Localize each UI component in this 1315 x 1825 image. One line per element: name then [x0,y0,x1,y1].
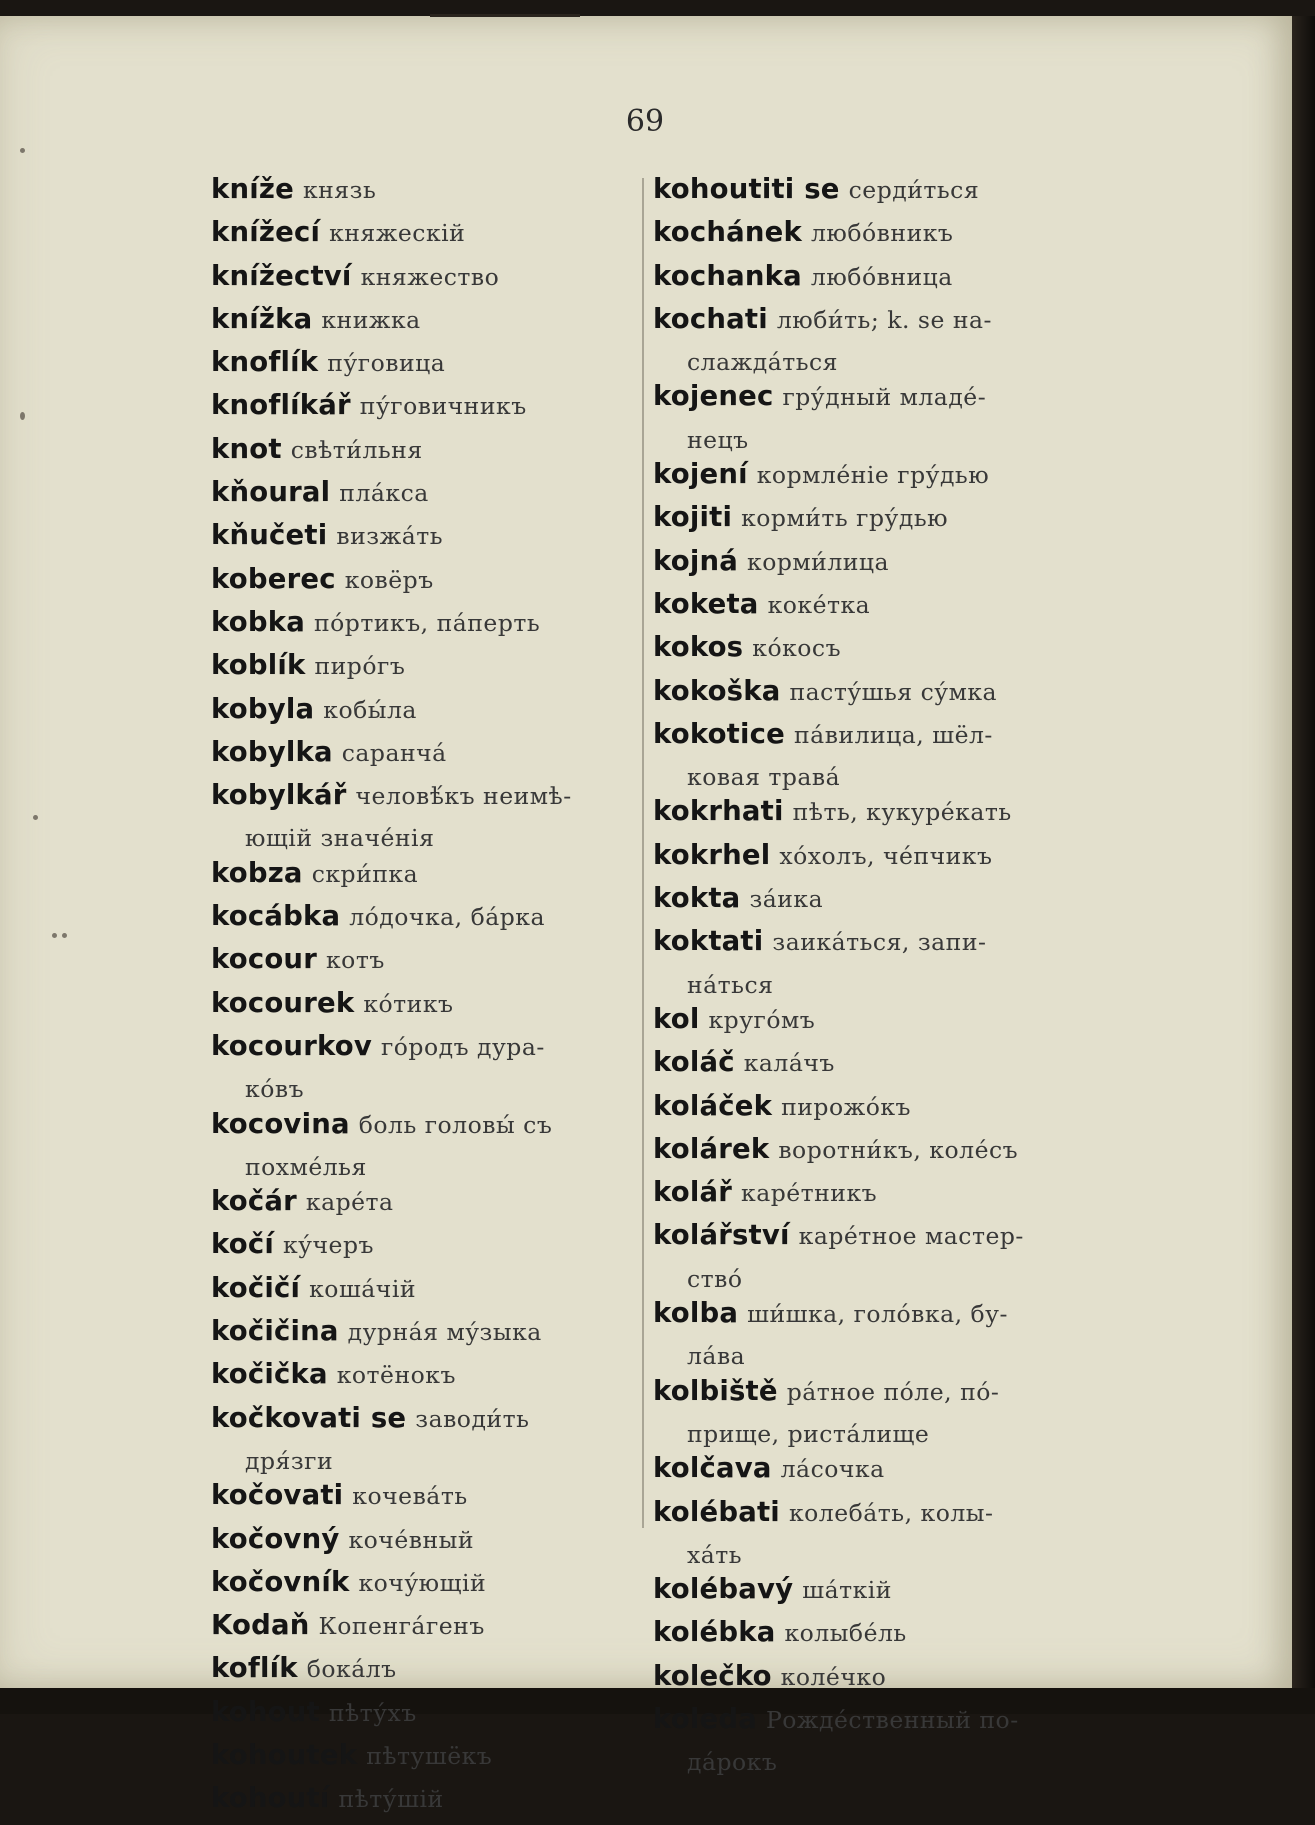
translation-continuation: на́ться [687,970,774,999]
dictionary-entry [653,379,1073,457]
translation-continuation: ха́ть [687,1540,743,1569]
headword: kolébka [653,1616,776,1649]
translation: человѣ́къ неимѣ- [355,782,572,811]
headword: kojiti [653,501,733,534]
headword: koketa [653,587,759,620]
translation: боль головы́ съ [358,1110,553,1139]
translation: коче́вный [348,1525,475,1554]
dictionary-entry [211,778,636,856]
headword: kojení [653,458,748,491]
translation: бока́лъ [306,1655,397,1684]
headword: kobylka [211,735,333,768]
right-column [653,172,1073,1780]
headword: kohoutek [211,1738,358,1771]
headword: kohout [211,1695,320,1728]
translation: Рожде́ственный по- [765,1705,1019,1734]
dictionary-entry [211,1651,636,1694]
translation: за́ика [749,885,824,914]
headword: kňučeti [211,519,328,552]
translation: пѣту́хъ [328,1698,417,1727]
headword: kočovati [211,1479,344,1512]
translation: котъ [325,946,385,975]
speck [62,933,67,938]
headword: koberec [211,562,336,595]
dictionary-entry [211,1029,636,1107]
headword: koláč [653,1046,735,1079]
translation: кочева́ть [352,1482,468,1511]
translation: кормле́ніе гру́дью [756,461,990,490]
speck [20,412,25,420]
dictionary-entry [653,630,1073,673]
headword: kokoška [653,674,781,707]
headword: kocourek [211,986,355,1019]
translation: котёнокъ [336,1361,456,1390]
translation: ла́сочка [780,1455,885,1484]
dictionary-entry [653,1495,1073,1573]
translation: ло́дочка, ба́рка [349,903,546,932]
translation: любо́вница [810,262,953,291]
dictionary-entry [211,302,636,345]
translation: пѣтушёкъ [366,1741,493,1770]
headword: kol [653,1002,700,1035]
dictionary-entry [211,388,636,431]
headword: kobylkář [211,779,347,812]
headword: kolba [653,1297,739,1330]
top-binding-mark [430,14,580,17]
translation: круго́мъ [708,1005,816,1034]
headword: kočovník [211,1565,350,1598]
dictionary-entry [653,1218,1073,1296]
dictionary-entry [653,302,1073,380]
dictionary-entry [211,172,636,215]
dictionary-entry [211,648,636,691]
translation: Копенга́генъ [318,1612,485,1641]
dictionary-entry [653,172,1073,215]
dictionary-entry [653,838,1073,881]
translation: пу́говица [327,349,446,378]
headword: kočovný [211,1522,340,1555]
translation-continuation: ство́ [687,1264,743,1293]
speck [52,933,57,938]
headword: kocourkov [211,1029,372,1062]
headword: kobka [211,605,305,638]
headword: kojenec [653,380,774,413]
dictionary-entry [653,215,1073,258]
dictionary-entry [211,1314,636,1357]
translation: по́ртикъ, па́перть [313,608,541,637]
dictionary-entry [653,674,1073,717]
dictionary-entry [653,1045,1073,1088]
headword: knot [211,432,282,465]
translation: ку́черъ [282,1231,374,1260]
translation: пѣту́шій [338,1785,444,1814]
headword: kobza [211,856,303,889]
dictionary-entry [653,1002,1073,1045]
headword: kohoutiti se [653,173,840,205]
left-column [211,172,636,1825]
translation: ра́тное по́ле, по́- [786,1377,1000,1406]
headword: kocovina [211,1107,350,1140]
headword: koláček [653,1089,773,1122]
translation: каре́тникъ [741,1179,878,1208]
translation-continuation: нецъ [687,425,749,454]
translation: го́родъ дура- [380,1032,545,1061]
translation: ши́шка, голо́вка, бу- [747,1300,1008,1329]
dictionary-entry [653,500,1073,543]
translation: пѣть, кукуре́кать [792,798,1012,827]
translation: скри́пка [311,859,419,888]
translation: ко́тикъ [363,989,454,1018]
dictionary-entry [653,1451,1073,1494]
translation: ковёръ [344,565,434,594]
headword: kolébavý [653,1573,794,1606]
translation: пиро́гъ [314,652,406,681]
translation: заводи́ть [415,1404,530,1433]
dictionary-entry [653,717,1073,795]
dictionary-entry [211,562,636,605]
headword: kochánek [653,216,802,249]
translation: князь [302,176,377,204]
translation: заика́ться, запи- [772,928,987,957]
translation: кобы́ла [323,695,417,724]
headword: kočkovati se [211,1401,407,1434]
translation: коке́тка [767,590,871,619]
speck [20,148,25,153]
translation: ко́косъ [752,634,842,663]
translation-continuation: ющій значе́нія [245,824,435,853]
dictionary-entry [653,1572,1073,1615]
translation: колеба́ть, колы- [788,1498,994,1527]
headword: knoflíkář [211,389,351,422]
translation: дурна́я му́зыка [347,1318,542,1347]
headword: kočár [211,1185,297,1218]
headword: koleda [653,1702,757,1735]
dictionary-entry [211,1565,636,1608]
translation: кочу́ющій [358,1568,487,1597]
translation: пу́говичникъ [359,392,527,421]
dictionary-entry [211,899,636,942]
dictionary-entry [211,1184,636,1227]
dictionary-entry [211,1608,636,1651]
dictionary-entry [211,856,636,899]
headword: kokrhati [653,795,784,828]
headword: koblík [211,649,306,682]
translation: пла́кса [339,479,429,508]
headword: kokrhel [653,838,771,871]
translation-continuation: дря́зги [245,1446,334,1475]
dictionary-entry [653,1659,1073,1702]
headword: kočí [211,1228,274,1261]
dictionary-entry [211,259,636,302]
dictionary-entry [653,924,1073,1002]
dictionary-entry [211,692,636,735]
dictionary-entry [653,881,1073,924]
speck [33,815,38,820]
headword: kolečko [653,1659,772,1692]
dictionary-entry [653,1089,1073,1132]
translation: свѣти́льня [290,435,423,464]
headword: kochanka [653,259,802,292]
translation-continuation: прище, риста́лище [687,1419,930,1448]
headword: kohoutí [211,1782,330,1815]
headword: Kodaň [211,1609,310,1642]
headword: knížecí [211,216,321,249]
headword: kolárek [653,1132,770,1165]
translation: хо́холъ, че́пчикъ [779,841,993,870]
translation: книжка [321,305,421,334]
column-divider [642,178,644,1528]
translation-continuation: слажда́ться [687,348,838,377]
translation: пирожо́къ [781,1092,912,1121]
headword: kolbiště [653,1374,778,1407]
headword: koflík [211,1652,298,1685]
headword: knížectví [211,259,352,292]
translation: коша́чій [309,1274,417,1303]
translation: корми́лица [747,547,890,576]
headword: kočička [211,1358,328,1391]
dictionary-entry [211,1357,636,1400]
translation: па́вилица, шёл- [794,720,993,749]
headword: kokta [653,882,741,915]
dictionary-entry [211,518,636,561]
dictionary-entry [211,345,636,388]
dictionary-entry [653,1374,1073,1452]
dictionary-entry [211,942,636,985]
headword: koktati [653,925,764,958]
dictionary-entry [653,259,1073,302]
translation-continuation: ко́въ [245,1075,305,1104]
dictionary-entry [211,1738,636,1781]
dictionary-entry [211,1781,636,1824]
translation: корми́ть гру́дью [741,504,949,533]
headword: kobyla [211,692,315,725]
headword: kňoural [211,476,331,509]
dictionary-entry [211,215,636,258]
headword: knížka [211,302,313,335]
headword: kolébati [653,1495,780,1528]
translation: княжескій [329,219,466,248]
translation: кала́чъ [743,1049,835,1078]
translation-continuation: ковая трава́ [687,763,841,792]
translation: каре́тное мастер- [798,1222,1024,1251]
dictionary-entry [211,1522,636,1565]
dictionary-entry [211,475,636,518]
dictionary-entry [653,544,1073,587]
headword: kocábka [211,900,341,933]
headword: kníže [211,173,294,205]
dictionary-entry [211,1695,636,1738]
dictionary-entry [653,1175,1073,1218]
translation-continuation: да́рокъ [687,1748,778,1777]
dictionary-entry [211,735,636,778]
page-number: 69 [625,104,665,139]
translation: люби́ть; k. se на- [776,305,992,334]
translation: ша́ткій [802,1576,892,1605]
headword: kojná [653,544,739,577]
translation-continuation: ла́ва [687,1342,746,1371]
translation: пасту́шья су́мка [789,677,998,706]
translation: колыбе́ль [784,1619,907,1648]
headword: kokos [653,631,744,664]
dictionary-entry [653,794,1073,837]
dictionary-entry [653,587,1073,630]
translation: любо́вникъ [811,219,954,248]
dictionary-entry [211,1401,636,1479]
headword: kočičina [211,1315,339,1348]
headword: kochati [653,302,768,335]
dictionary-entry [653,1615,1073,1658]
translation: саранча́ [341,738,447,767]
headword: kolčava [653,1452,772,1485]
headword: kokotice [653,717,786,750]
dictionary-entry [653,1132,1073,1175]
dictionary-entry [211,1271,636,1314]
headword: knoflík [211,346,319,379]
translation: воротни́къ, коле́съ [778,1135,1019,1164]
translation: серди́ться [848,176,980,204]
dictionary-entry [211,1478,636,1521]
dictionary-entry [211,986,636,1029]
dictionary-page [0,16,1292,1688]
translation: каре́та [305,1188,394,1217]
headword: kolář [653,1176,732,1209]
translation: коле́чко [780,1662,887,1691]
headword: kocour [211,943,317,976]
translation-continuation: похме́лья [245,1152,367,1181]
dictionary-entry [653,1296,1073,1374]
translation: княжество [360,262,500,291]
dictionary-entry [211,1107,636,1185]
dictionary-entry [211,432,636,475]
scan-edge-right [1292,16,1315,1714]
headword: kolářství [653,1219,790,1252]
dictionary-entry [211,1227,636,1270]
dictionary-entry [653,457,1073,500]
dictionary-entry [211,605,636,648]
translation: гру́дный младе́- [782,383,987,412]
translation: визжа́ть [336,522,444,551]
headword: kočičí [211,1271,301,1304]
